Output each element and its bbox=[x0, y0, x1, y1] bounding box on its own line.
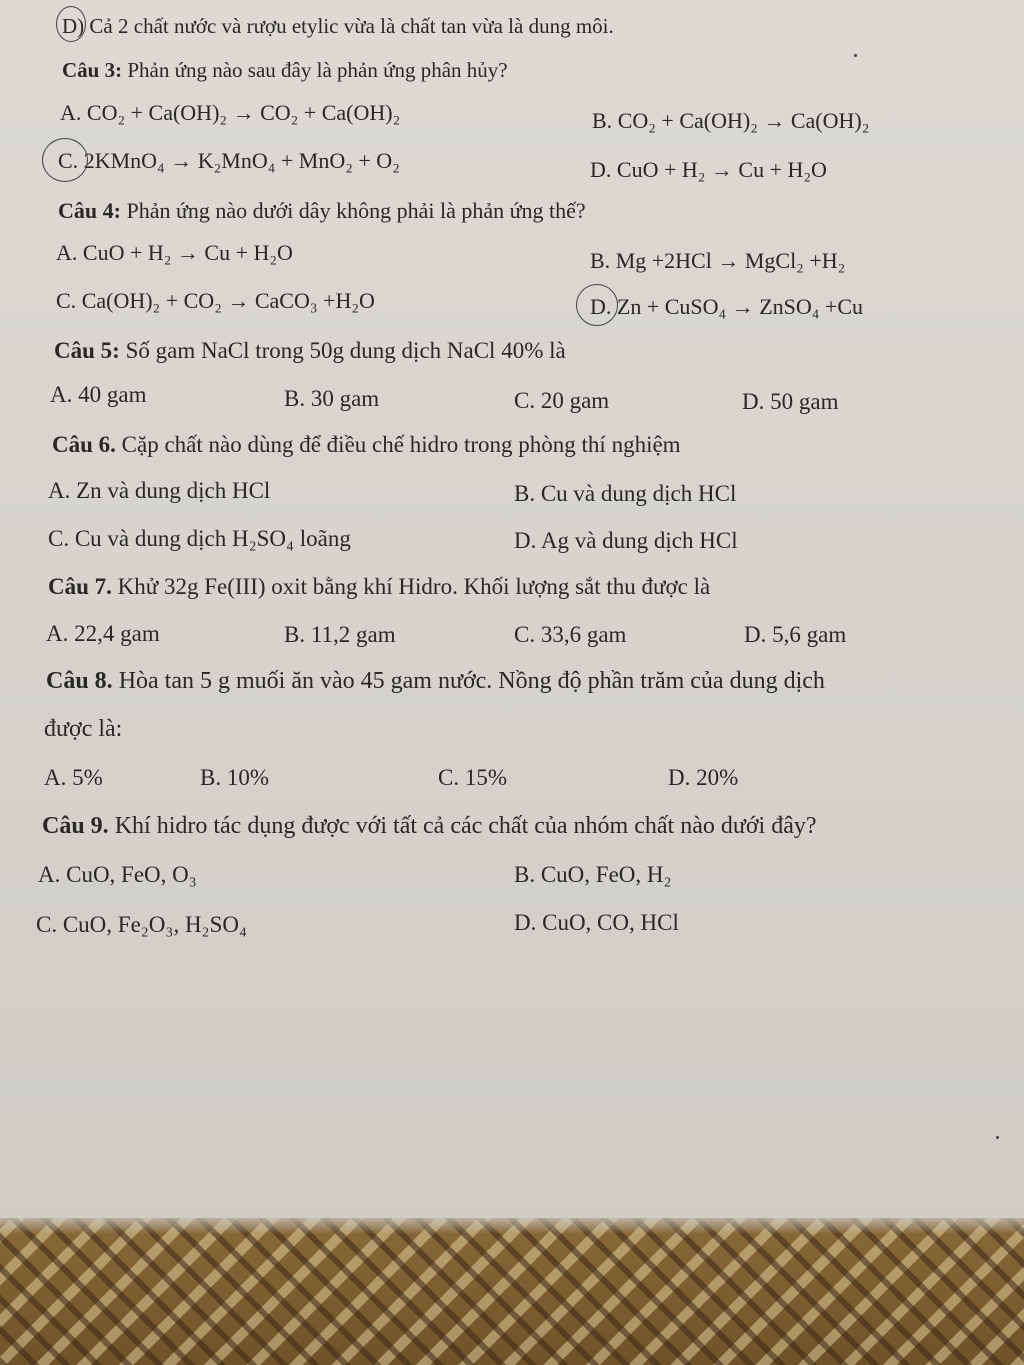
paper-edge-shadow bbox=[0, 1212, 1024, 1234]
pencil-dot bbox=[854, 54, 857, 57]
option-label: C. bbox=[56, 288, 77, 313]
question-number: Câu 4: bbox=[58, 198, 121, 223]
option-label: B. bbox=[590, 248, 611, 273]
q4-option-c bbox=[56, 288, 375, 314]
q3-option-c bbox=[58, 148, 400, 174]
question-text: Phản ứng nào sau đây là phản ứng phân hủy? bbox=[127, 58, 508, 82]
question-8-continuation: được là: bbox=[44, 716, 123, 742]
question-5 bbox=[54, 338, 566, 364]
q5-option-b: B. 30 gam bbox=[284, 386, 380, 411]
answer-circle-mark bbox=[42, 138, 88, 182]
statement-d bbox=[62, 14, 614, 39]
q7-option-a: A. 22,4 gam bbox=[46, 621, 160, 646]
question-3 bbox=[62, 58, 508, 83]
option-text: 2KMnO₄ → K₂MnO₄ + MnO₂ + O₂ bbox=[83, 148, 400, 173]
question-number: Câu 3: bbox=[62, 58, 123, 82]
q9-option-a: A. CuO, FeO, O₃ bbox=[38, 862, 197, 887]
option-label: A. bbox=[56, 240, 78, 265]
q3-option-d bbox=[590, 157, 827, 183]
option-text: Cả 2 chất nước và rượu etylic vừa là chất tan vừa là dung môi. bbox=[89, 14, 614, 38]
question-8 bbox=[46, 668, 825, 695]
q7-option-b: B. 11,2 gam bbox=[284, 622, 396, 647]
q9-option-d: D. CuO, CO, HCl bbox=[514, 910, 679, 935]
option-text: Zn + CuSO₄ → ZnSO₄ +Cu bbox=[616, 294, 864, 319]
q6-option-a: A. Zn và dung dịch HCl bbox=[48, 478, 271, 503]
q5-option-c: C. 20 gam bbox=[514, 388, 610, 413]
q8-option-c: C. 15% bbox=[438, 765, 507, 790]
q4-option-a bbox=[56, 240, 293, 266]
question-number: Câu 7. bbox=[48, 574, 112, 599]
option-label: D. bbox=[590, 157, 612, 182]
option-text: CO₂ + Ca(OH)₂ → CO₂ + Ca(OH)₂ bbox=[86, 100, 401, 125]
question-text: Số gam NaCl trong 50g dung dịch NaCl 40% là bbox=[125, 338, 566, 363]
question-text: Phản ứng nào dưới dây không phải là phản ứng thế? bbox=[126, 198, 586, 223]
question-number: Câu 6. bbox=[52, 432, 116, 457]
q8-option-d: D. 20% bbox=[668, 765, 739, 790]
q9-option-c: C. CuO, Fe₂O₃, H₂SO₄ bbox=[36, 912, 247, 937]
option-label: D) bbox=[62, 14, 85, 38]
q5-option-d: D. 50 gam bbox=[742, 389, 839, 414]
question-7 bbox=[48, 574, 710, 600]
option-label: D. bbox=[590, 294, 612, 319]
option-text: CuO + H₂ → Cu + H₂O bbox=[616, 157, 827, 182]
question-9 bbox=[42, 813, 817, 840]
q8-option-a: A. 5% bbox=[44, 765, 103, 790]
option-text: CuO + H₂ → Cu + H₂O bbox=[82, 240, 293, 265]
question-text: Cặp chất nào dùng để điều chế hidro trong phòng thí nghiệm bbox=[121, 432, 681, 457]
question-number: Câu 8. bbox=[46, 668, 113, 694]
option-text: Mg +2HCl → MgCl₂ +H₂ bbox=[615, 248, 846, 273]
question-number: Câu 5: bbox=[54, 338, 120, 363]
question-text: Hòa tan 5 g muối ăn vào 45 gam nước. Nồng độ phần trăm của dung dịch bbox=[118, 668, 825, 694]
option-label: C. bbox=[58, 148, 79, 173]
option-text: Ca(OH)₂ + CO₂ → CaCO₃ +H₂O bbox=[81, 288, 375, 313]
q9-option-b: B. CuO, FeO, H₂ bbox=[514, 862, 672, 887]
pencil-dot bbox=[996, 1136, 999, 1139]
question-number: Câu 9. bbox=[42, 813, 109, 839]
q3-option-b bbox=[592, 108, 869, 134]
q6-option-b: B. Cu và dung dịch HCl bbox=[514, 481, 737, 506]
option-label: B. bbox=[592, 108, 613, 133]
woven-tablecloth bbox=[0, 1218, 1024, 1365]
q7-option-c: C. 33,6 gam bbox=[514, 622, 627, 647]
q8-option-b: B. 10% bbox=[200, 765, 269, 790]
question-text: Khí hidro tác dụng được với tất cả các chất của nhóm chất nào dưới đây? bbox=[114, 813, 817, 839]
q7-option-d: D. 5,6 gam bbox=[744, 622, 847, 647]
q5-option-a: A. 40 gam bbox=[50, 382, 147, 407]
q4-option-d bbox=[590, 294, 863, 320]
option-text: CO₂ + Ca(OH)₂ → Ca(OH)₂ bbox=[617, 108, 870, 133]
q6-option-d: D. Ag và dung dịch HCl bbox=[514, 528, 738, 553]
answer-circle-mark bbox=[576, 284, 618, 326]
question-4 bbox=[58, 198, 586, 224]
option-label: A. bbox=[60, 100, 82, 125]
q3-option-a bbox=[60, 100, 400, 126]
question-text: Khử 32g Fe(III) oxit bằng khí Hidro. Khối lượng sắt thu được là bbox=[117, 574, 711, 599]
q6-option-c: C. Cu và dung dịch H₂SO₄ loãng bbox=[48, 526, 351, 551]
answer-circle-mark bbox=[56, 6, 86, 42]
question-6 bbox=[52, 432, 681, 458]
q4-option-b bbox=[590, 248, 845, 274]
